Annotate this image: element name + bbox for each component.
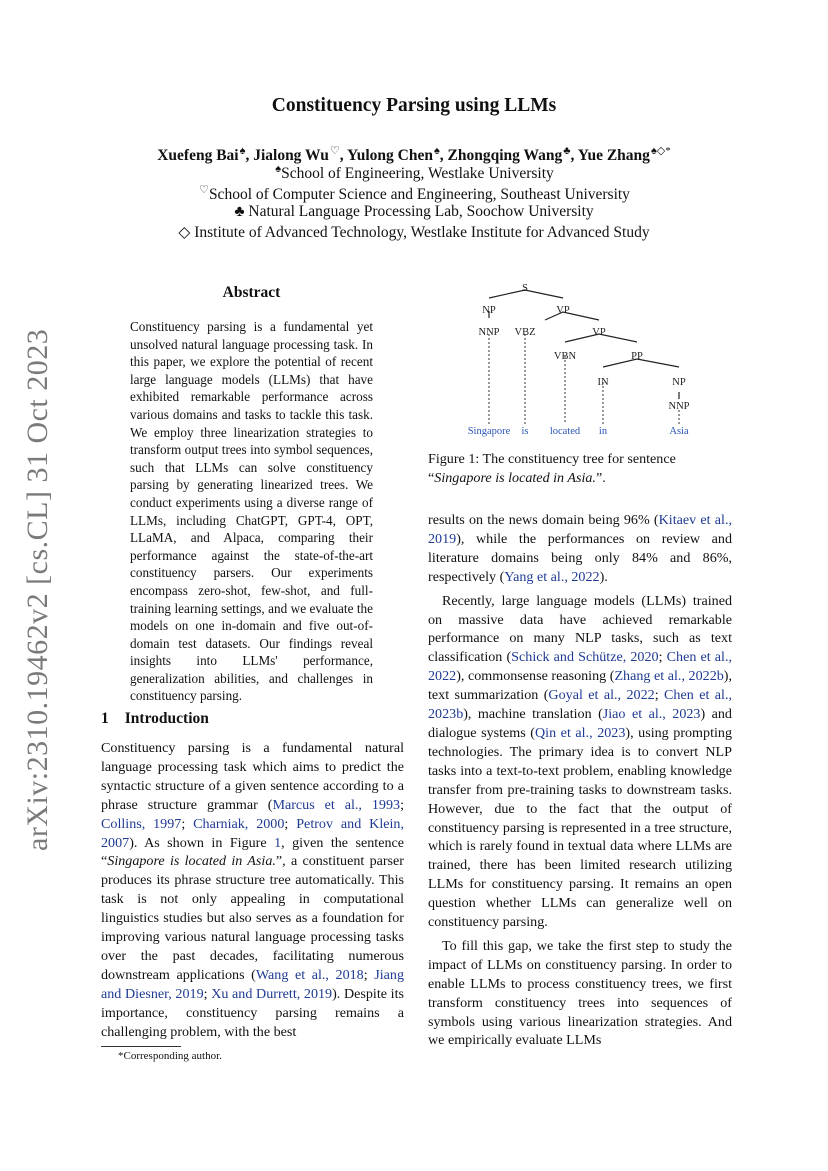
section-title: Introduction (124, 710, 209, 727)
tree-word: in (598, 426, 608, 437)
citation-link[interactable]: 1 (274, 834, 282, 851)
author-name: Xuefeng Bai (157, 147, 239, 165)
citation-link[interactable]: Charniak, 2000 (193, 815, 285, 832)
tree-node: NP (482, 305, 496, 316)
abstract-heading: Abstract (222, 284, 281, 301)
author-list: Xuefeng Bai♠, Jialong Wu♡, Yulong Chen♠, Zhongqing Wang♣, Yue Zhang♠◇* (157, 145, 671, 165)
citation-link[interactable]: Jiang and Diesner, 2019 (101, 966, 404, 1002)
affiliation-text: Natural Language Processing Lab, Soochow University (244, 203, 594, 220)
text-run: ), text summarization ( (428, 668, 733, 704)
text-run: Recently, large language models (LLMs) trained on massive data have achieved remarkable performance on many NLP tasks, such as text classification ( (428, 592, 732, 666)
text-run: ). As shown in Figure (129, 834, 275, 851)
text-run: , given the sentence “ (101, 834, 405, 870)
citation-link[interactable]: Wang et al., 2018 (255, 966, 364, 983)
text-run: ; (363, 966, 375, 983)
figure-caption (428, 450, 732, 488)
text-run: ; (658, 649, 667, 666)
tree-node: NNP (478, 327, 500, 338)
section-number: 1 (101, 710, 109, 727)
right-column-text (428, 511, 732, 1050)
citation-link[interactable]: Petrov and Klein, 2007 (101, 815, 404, 851)
tree-node: VBZ (514, 327, 536, 338)
paragraph (428, 511, 732, 587)
tree-word: Singapore (467, 426, 511, 437)
tree-node: NNP (668, 401, 690, 412)
text-run: ”, a constituent parser produces its phrase structure tree automatically. This task is not only appealing in computational linguistics studies but also serves as a foundation for improving various natural language processing tasks over the past decades, facilitating numerous downstream applications ( (101, 853, 404, 983)
text-run: ), using prompting technologies. The primary idea is to convert NLP tasks into a text-to-text problem, enabling knowledge transfer from pre-training tasks to downstream tasks. However, due to the fact that the output of constituency parsing is represented in a tree structure, which is rarely found in textual data where LLMs are trained, there has been limited research utilizing LLMs for constituency parsing. It remains an open question whether LLMs can generalize well on constituency parsing. (428, 724, 732, 931)
citation-link[interactable]: Schick and Schütze, 2020 (511, 649, 659, 666)
text-run: ; (203, 985, 212, 1002)
author-mark: ♣ (563, 145, 571, 157)
citation-link[interactable]: Chen et al., 2022 (428, 649, 733, 685)
paragraph (101, 739, 404, 1042)
paragraph (428, 937, 732, 1050)
tree-word: Asia (669, 426, 689, 437)
tree-node: VP (592, 327, 606, 338)
text-run: ; (181, 815, 194, 832)
tree-node: VP (556, 305, 570, 316)
affiliation (0, 203, 828, 221)
paragraph (428, 592, 732, 932)
abstract-body: Constituency parsing is a fundamental yet unsolved natural language processing task. In this paper, we explore the potential of recent large language models (LLMs) that have exhibited remarkable performance across various domains and tasks to tackle this task. We employ three linearization strategies to transform output trees into symbol sequences, such that LLMs can solve constituency parsing by generating linearized trees. We conduct experiments using a diverse range of LLMs, including ChatGPT, GPT-4, OPT, LLaMA, and Alpaca, comparing their performance against the state-of-the-art constituency parsers. Our experiments encompass zero-shot, few-shot, and full-training learning settings, and we evaluate the models on one in-domain and five out-of-domain test datasets. Our findings reveal insights into LLMs' performance, generalization abilities, and challenges in constituency parsing. (130, 319, 373, 704)
text-run: ), commonsense reasoning ( (456, 668, 615, 685)
affiliation-mark: ♡ (199, 184, 209, 196)
text-run: ). Despite its importance, constituency parsing remains a challenging problem, with the best (101, 985, 404, 1040)
section-heading (101, 710, 209, 728)
affiliation (0, 163, 828, 183)
tree-node: S (522, 283, 528, 294)
tree-node: PP (631, 351, 643, 362)
text-run: ; (400, 796, 404, 813)
text-run: ; (284, 815, 297, 832)
author-mark: ♠ (239, 145, 246, 157)
text-run: ). (599, 568, 608, 585)
citation-link[interactable]: Kitaev et al., 2019 (428, 512, 732, 547)
author-mark: ♡ (329, 145, 340, 157)
author-name: Yulong Chen (346, 147, 433, 165)
constituency-tree-figure (455, 275, 715, 445)
citation-link[interactable]: Zhang et al., 2022b (614, 668, 724, 685)
author-mark: ♠ (433, 145, 440, 157)
citation-link[interactable]: Xu and Durrett, 2019 (211, 985, 333, 1002)
tree-word: is (521, 426, 529, 437)
affiliation-text: School of Computer Science and Engineering, Southeast University (208, 186, 630, 204)
citation-link[interactable]: Chen et al., 2023b (428, 687, 732, 723)
italic-text: Singapore is located in Asia. (107, 853, 276, 870)
caption-prefix: Figure 1: The constituency tree for sentence “ (428, 451, 676, 486)
arxiv-side-stamp: arXiv:2310.19462v2 [cs.CL] 31 Oct 2023 (21, 328, 54, 852)
intro-paragraph (101, 739, 404, 1042)
text-run: ) and dialogue systems ( (428, 706, 732, 741)
text-run: To fill this gap, we take the first step to study the impact of LLMs on constituency parsing. In order to enable LLMs to process constituency trees, we first transform constituency trees into sequences of symbols using various linearization strategies. And we empirically evaluate LLMs (428, 937, 732, 1049)
tree-node: NP (672, 377, 686, 388)
citation-link[interactable]: Yang et al., 2022 (504, 568, 600, 585)
text-run: ), while the performances on review and literature domains being only 84% and 86%, respectively ( (428, 530, 732, 585)
citation-link[interactable]: Goyal et al., 2022 (548, 687, 655, 704)
text-run: Constituency parsing is a fundamental natural language processing task which aims to predict the syntactic structure of a given sentence according to a phrase structure grammar ( (101, 740, 404, 813)
caption-suffix: ”. (595, 470, 606, 486)
citation-link[interactable]: Qin et al., 2023 (534, 724, 626, 741)
caption-sentence: Singapore is located in Asia. (434, 470, 596, 486)
citation-link[interactable]: Marcus et al., 1993 (272, 796, 401, 813)
citation-link[interactable]: Jiao et al., 2023 (602, 706, 701, 723)
affiliation-mark: ◇ (178, 224, 191, 241)
affiliation (0, 223, 828, 242)
author-name: Zhongqing Wang (447, 147, 563, 165)
paper-title: Constituency Parsing using LLMs (271, 95, 557, 116)
author-mark: ♠◇* (650, 145, 671, 157)
citation-link[interactable]: Collins, 1997 (101, 815, 182, 832)
footnote: *Corresponding author. (118, 1050, 222, 1062)
text-run: ), machine translation ( (463, 706, 603, 723)
affiliation-text: School of Engineering, Westlake University (281, 165, 554, 183)
tree-word: located (549, 426, 581, 437)
footnote-rule (101, 1046, 181, 1047)
author-name: Jialong Wu (253, 147, 329, 165)
affiliation-mark: ♣ (234, 203, 245, 220)
affiliation-text: Institute of Advanced Technology, Westlake Institute for Advanced Study (190, 224, 650, 241)
tree-node: IN (597, 377, 609, 388)
tree-node: VBN (553, 351, 577, 362)
author-name: Yue Zhang (577, 147, 650, 165)
text-run: ; (654, 687, 665, 704)
affiliation-mark: ♠ (275, 163, 282, 175)
affiliation (0, 183, 828, 204)
text-run: results on the news domain being 96% ( (428, 512, 659, 528)
